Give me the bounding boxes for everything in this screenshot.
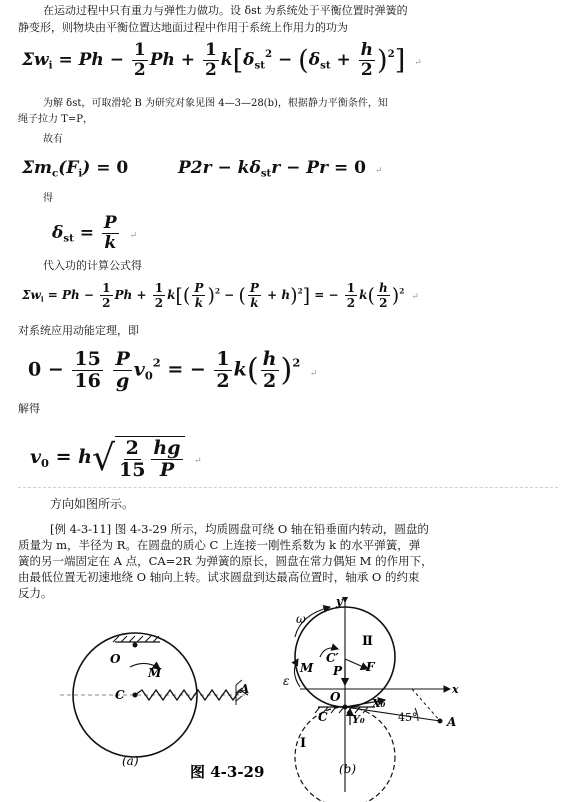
paragraph-line: 解得 [18, 402, 40, 415]
label-epsilon: ε [283, 674, 290, 688]
figure-part-b [283, 597, 459, 802]
label-x: x [452, 683, 459, 696]
paragraph-line: 对系统应用动能定理，即 [18, 324, 139, 337]
label-O-b: O [330, 690, 341, 704]
equation-work-sum: $\Sigma w_i = Ph$ − $\frac{1}{2}$ Ph + $\frac{1}{2}$ $k[\delta_{st}^2 - (\delta_{st}$ + $\frac{h}{2}$ )$^2$] ↵ [22, 40, 422, 80]
example-text: 质量为 m，半径为 R。在圆盘的质心 C 上连接一刚性系数为 k 的水平弹簧，弹 [18, 538, 421, 552]
label-Cprime: C′ [326, 651, 339, 665]
equation-moment-balance: $\Sigma m_c(F_i) = 0$ $P2r - k\delta_{st}r - Pr = 0$ ↵ [22, 158, 383, 180]
label-A-a: A [240, 682, 250, 696]
label-C-a: C [115, 688, 125, 702]
section-divider [18, 487, 558, 488]
label-y: y [336, 597, 343, 608]
label-Yo: Y₀ [352, 713, 365, 726]
equation-work-substituted: $\Sigma w_i = Ph$ − $\frac{1}{2}$ Ph + $\frac{1}{2}$ k[( $\frac{P}{k}$ )$^2$ − ( $\frac{P}{k}$ + h)$^2$] = − $\frac{1}{2}$ k( $\frac{h}{2}$ )$^2$ ↵ [22, 281, 419, 310]
caption-b: (b) [339, 762, 357, 776]
label-O-a: O [110, 652, 121, 666]
paragraph-line: 静变形，则物块由平衡位置达地面过程中作用于系统上作用力的功为 [18, 21, 348, 34]
label-P: P [333, 664, 343, 678]
paragraph-line: 故有 [43, 134, 63, 145]
label-II: Ⅱ [362, 634, 373, 649]
paragraph-line: 代入功的计算公式得 [43, 259, 142, 272]
equation-kinetic-energy: 0 − $\frac{15}{16}$ $\frac{P}{g}$ $v_0^2$ = − $\frac{1}{2}$ k( $\frac{h}{2}$ )$^2$ ↵ [28, 348, 318, 392]
paragraph-line: 绳子拉力 T=P， [18, 114, 93, 125]
equation-static-deflection: $\delta_{st}$ = $\frac{P}{k}$ ↵ [52, 213, 138, 253]
label-F: F [366, 660, 375, 674]
label-C-b: C [318, 710, 328, 724]
label-A-b: A [447, 715, 457, 729]
paragraph-line: 在运动过程中只有重力与弹性力做功。设 δst 为系统处于平衡位置时弹簧的 [43, 4, 408, 17]
label-omega: ω [296, 612, 306, 626]
caption-a: (a) [122, 754, 139, 768]
figure-part-a [60, 633, 249, 768]
label-M-b: M [300, 661, 314, 675]
paragraph-line: 方向如图所示。 [50, 497, 135, 511]
example-text: 反力。 [18, 586, 53, 600]
label-M-a: M [148, 666, 162, 680]
paragraph-line: 为解 δst，可取滑轮 B 为研究对象见图 4—3—28(b)，根据静力平衡条件，知 [43, 98, 388, 109]
example-text: 由最低位置无初速地绕 O 轴向上转。试求圆盘到达最高位置时，轴承 O 的约束 [18, 570, 420, 584]
label-Xo: X₀ [372, 697, 386, 710]
figure-4-3-29 [0, 597, 574, 802]
example-text: 簧的另一端固定在 A 点，CA=2R 为弹簧的原长，圆盘在常力偶矩 M 的作用下， [18, 554, 433, 568]
paragraph-line: 得 [43, 193, 53, 204]
label-angle: 45° [398, 711, 418, 724]
figure-caption: 图 4-3-29 [190, 763, 265, 781]
equation-initial-velocity: $v_0 = h$ √ $\frac{2}{15}$ $\frac{hg}{P}$ ↵ [30, 436, 202, 481]
example-text: [例 4-3-11] 图 4-3-29 所示，均质圆盘可绕 O 轴在铅垂面内转动，圆盘的 [50, 522, 429, 536]
label-I: Ⅰ [300, 736, 307, 751]
